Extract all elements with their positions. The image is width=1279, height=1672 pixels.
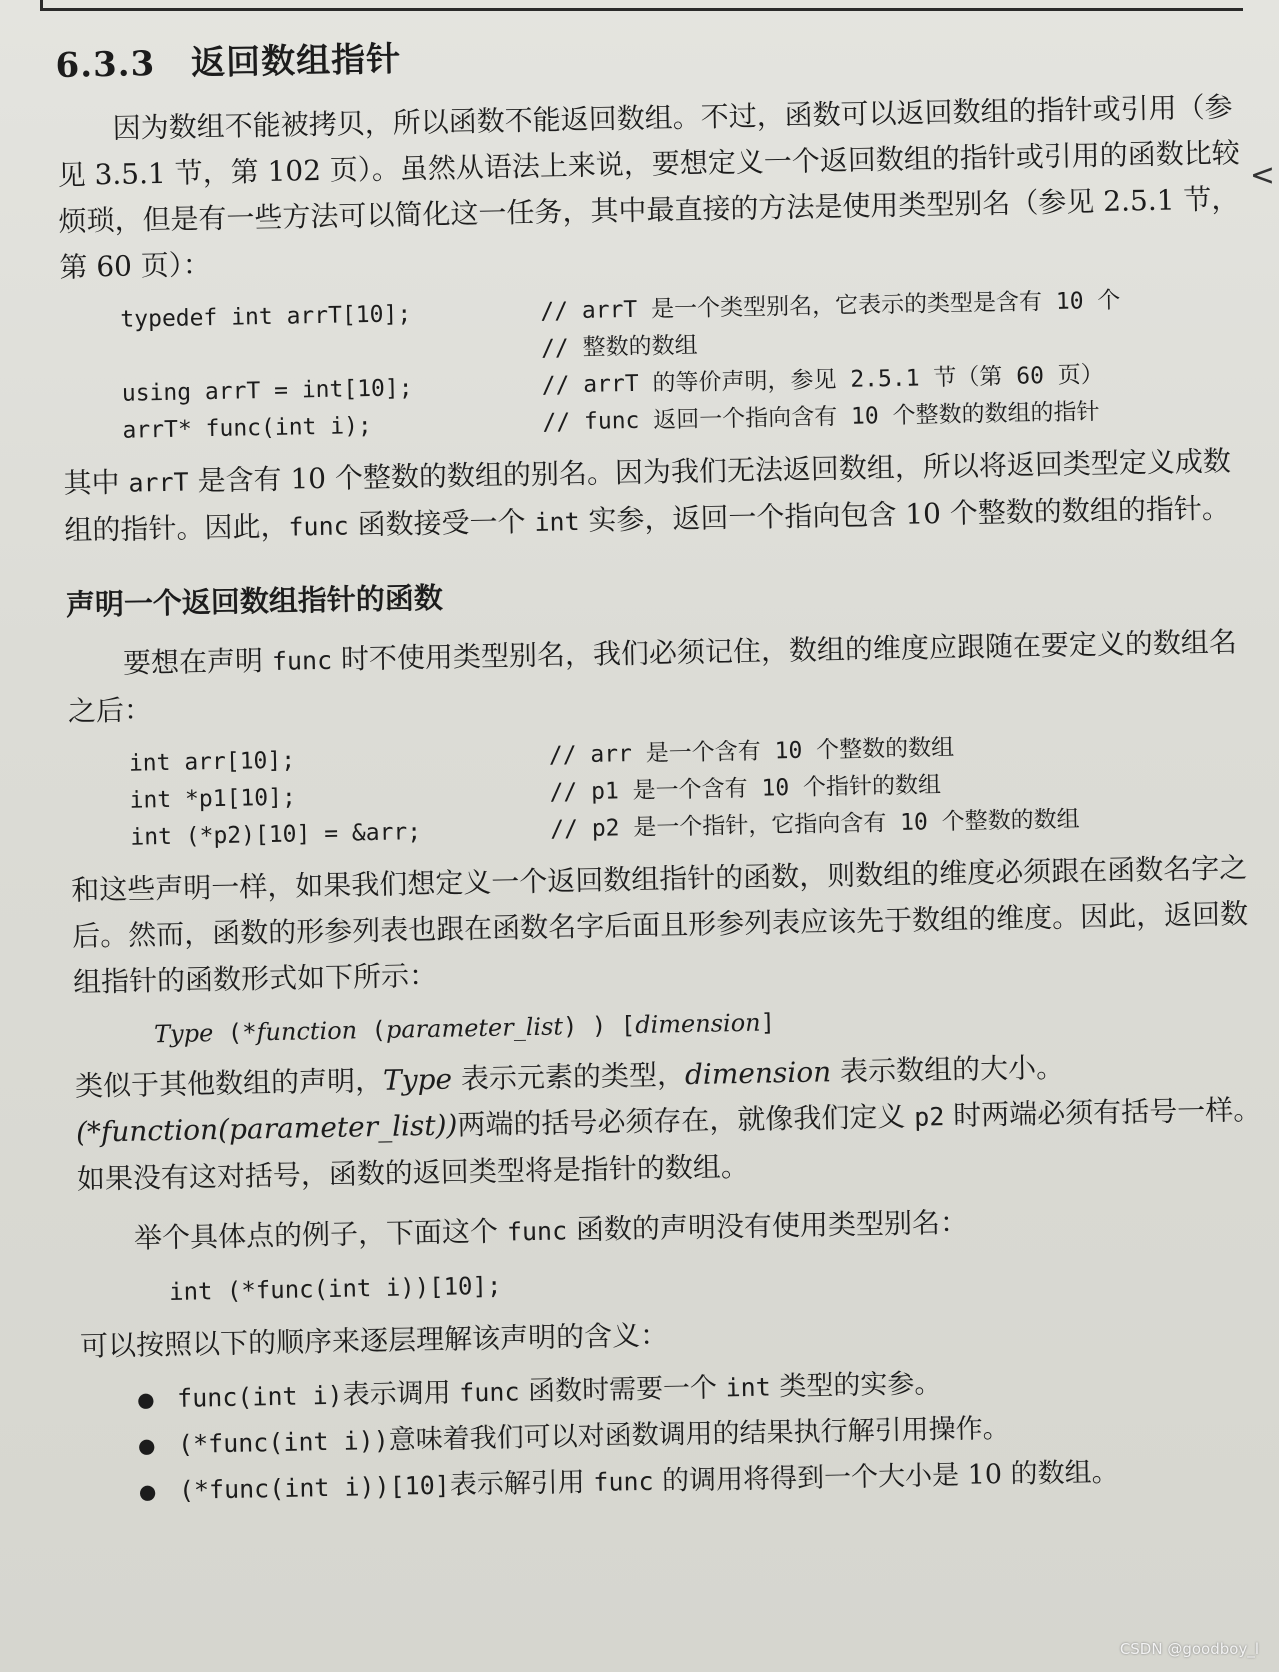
- subsection-heading: 声明一个返回数组指针的函数: [65, 580, 444, 622]
- text-span: 类型的实参。: [770, 1368, 942, 1403]
- text-span: 表示元素的类型，: [451, 1058, 686, 1096]
- paragraph-without-alias: [67, 619, 1264, 735]
- inline-code: (*func(int i))[10]: [178, 1470, 451, 1505]
- text-span: 要想在声明: [122, 643, 273, 680]
- section-heading: [55, 15, 1251, 87]
- text-span: 意味着我们可以对函数调用的结果执行解引用操作。: [388, 1412, 1010, 1456]
- code-text: typedef int arrT[10];: [120, 301, 412, 333]
- code-text: using arrT = int[10];: [121, 375, 413, 407]
- page-frame-rule: [40, 0, 1243, 11]
- inline-code: arrT: [128, 467, 189, 498]
- inline-code: func: [288, 511, 349, 542]
- formula-type: Type: [153, 1019, 214, 1049]
- text-span: 其中: [63, 465, 129, 500]
- text-span: 表示解引用: [449, 1466, 594, 1501]
- explanation-list: [81, 1355, 1278, 1516]
- formula-punct: (: [356, 1015, 387, 1045]
- code-comment: // 整数的数组: [540, 332, 698, 362]
- text-span: 两端的括号必须存在，就像我们定义: [457, 1099, 915, 1142]
- text-span: 实参，返回一个指向包含 10 个整数的数组的指针。: [579, 491, 1231, 538]
- formula-params: parameter_list: [385, 1012, 564, 1044]
- text-span: 时两端必须有括号一样。如果没有这对括号，函数的返回类型将是指针的数组。: [76, 1093, 1262, 1196]
- paragraph-intro: 因为数组不能被拷贝，所以函数不能返回数组。不过，函数可以返回数组的指针或引用（参见 3.5.1 节，第 102 页）。虽然从语法上来说，要想定义一个返回数组的指针或引用的函数比较烦琐，但是有一些方法可以简化这一任务，其中最直接的方法是使用类型别名（参见 2.5.1 节，第 60 页）：: [57, 90, 1241, 284]
- text-span: 举个具体点的例子，下面这个: [133, 1214, 508, 1255]
- text-span: 表示调用: [342, 1377, 460, 1411]
- text-span: 的调用将得到一个大小是 10 的数组。: [653, 1456, 1119, 1497]
- text-span: 是含有 10 个整数的数组的别名。因为我们无法返回数组，所以将返回类型定义成数组的指针。因此，: [64, 444, 1232, 547]
- code-comment: // p2 是一个指针，它指向含有 10 个整数的数组: [550, 806, 1080, 843]
- syntax-formula: [154, 999, 1269, 1048]
- paragraph-example: [78, 1194, 1274, 1264]
- code-text: arrT* func(int i);: [122, 412, 373, 444]
- inline-code: p2: [913, 1102, 945, 1132]
- italic-term: Type: [382, 1062, 453, 1097]
- code-block-typedef: [120, 280, 1258, 450]
- formula-dimension: dimension: [634, 1008, 761, 1040]
- code-comment: // arrT 是一个类型别名，它表示的类型是含有 10 个: [540, 287, 1121, 325]
- code-text: int *p1[10];: [129, 784, 297, 814]
- edge-mark: <: [1249, 158, 1275, 193]
- code-comment: // func 返回一个指向含有 10 个整数的数组的指针: [542, 399, 1100, 436]
- code-text: int arr[10];: [128, 747, 296, 777]
- code-comment: // arr 是一个含有 10 个整数的数组: [548, 734, 955, 769]
- text-span: 表示数组的大小。: [830, 1050, 1065, 1089]
- watermark: CSDN @goodboy_l: [1119, 1640, 1259, 1658]
- page-content: [55, 15, 1278, 1516]
- inline-code: func: [458, 1377, 520, 1408]
- inline-code: func: [593, 1466, 654, 1497]
- text-span: 时不使用类型别名，我们必须记住，数组的维度应跟随在要定义的数组名之后：: [67, 625, 1238, 728]
- inline-code: int: [725, 1372, 772, 1403]
- formula-punct: ) ) [: [562, 1011, 636, 1041]
- formula-punct: (*: [213, 1018, 257, 1048]
- text-span: 类似于其他数组的声明，: [74, 1063, 384, 1103]
- code-comment: // arrT 的等价声明，参见 2.5.1 节（第 60 页）: [541, 361, 1105, 399]
- formula-function: function: [256, 1016, 358, 1047]
- code-text: int (*p2)[10] = &arr;: [130, 819, 422, 851]
- paragraph-arrT-explanation: [63, 438, 1260, 555]
- formula-punct: ]: [760, 1008, 776, 1037]
- text-span: 函数的声明没有使用类型别名：: [566, 1205, 969, 1247]
- italic-term: (*function(parameter_list)): [75, 1108, 458, 1149]
- inline-code: func: [271, 645, 333, 676]
- text-span: 函数时需要一个: [519, 1372, 726, 1408]
- code-block-arrays: [129, 724, 1266, 857]
- paragraph-order: 可以按照以下的顺序来逐层理解该声明的含义：: [79, 1318, 669, 1363]
- paragraph-type-dimension: [75, 1041, 1272, 1203]
- paragraph-form: 和这些声明一样，如果我们想定义一个返回数组指针的函数，则数组的维度必须跟在函数名字之后。然而，函数的形参列表也跟在函数名字后面且形参列表应该先于数组的维度。因此，返回数组指针的函数形式如下所示：: [71, 851, 1249, 999]
- code-comment: // p1 是一个含有 10 个指针的数组: [549, 772, 942, 806]
- italic-term: dimension: [684, 1055, 832, 1092]
- inline-code: (*func(int i)): [177, 1425, 389, 1459]
- code-func-declaration: int (*func(int i))[10];: [168, 1271, 502, 1307]
- inline-code: func(int i): [176, 1380, 343, 1413]
- inline-code: int: [534, 507, 580, 537]
- inline-code: func: [506, 1216, 568, 1247]
- text-span: 函数接受一个: [348, 504, 535, 542]
- section-title: 返回数组指针: [190, 39, 402, 84]
- section-number: 6.3.3: [55, 44, 156, 86]
